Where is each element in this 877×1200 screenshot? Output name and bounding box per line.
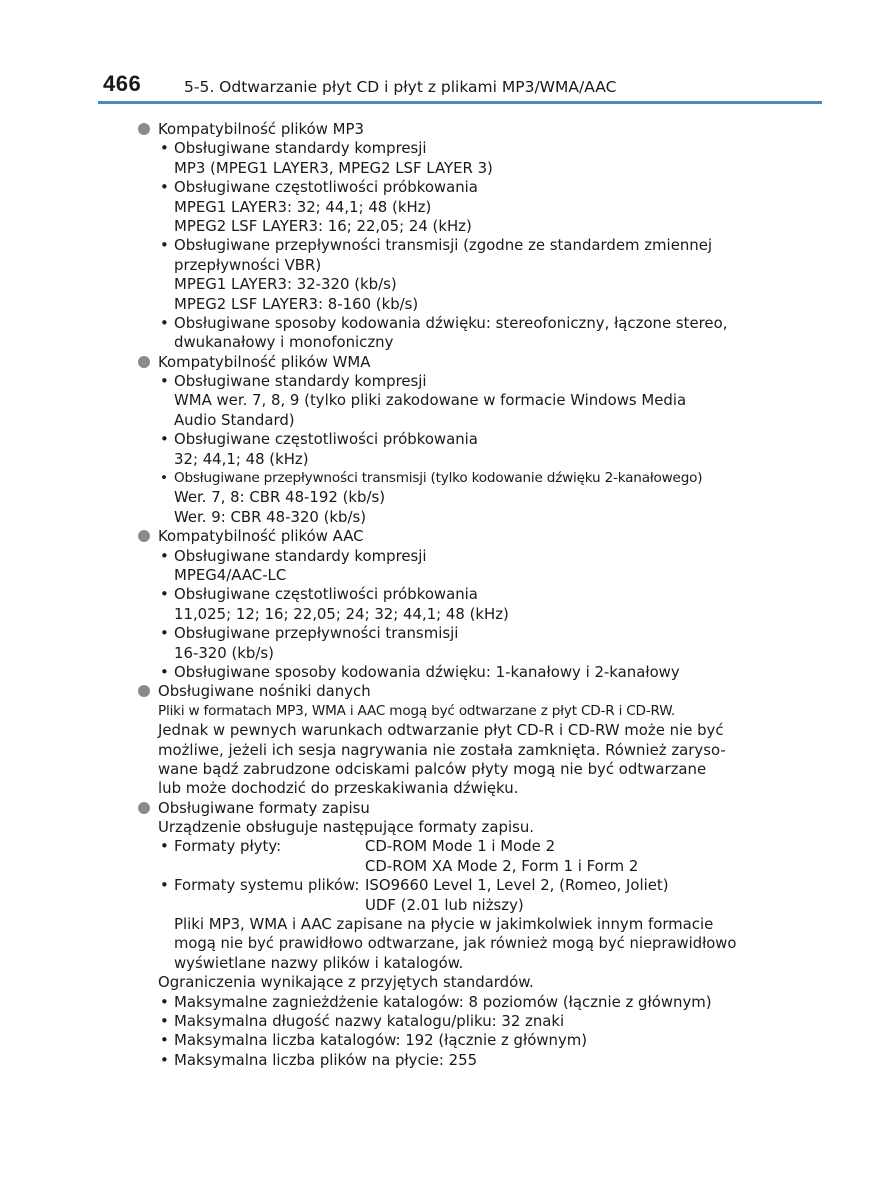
list-item — [136, 139, 736, 158]
section-bullet-icon — [138, 685, 150, 697]
list-item-continuation: WMA wer. 7, 8, 9 (tylko pliki zakodowane w formacie Windows Media — [174, 391, 687, 410]
bullet-icon: • — [160, 139, 169, 158]
list-item-continuation: MPEG2 LSF LAYER3: 16; 22,05; 24 (kHz) — [174, 216, 472, 235]
list-item — [136, 624, 736, 643]
list-item-text: Obsługiwane sposoby kodowania dźwięku: 1-kanałowy i 2-kanałowy — [174, 662, 680, 681]
bullet-icon: • — [160, 178, 169, 197]
list-item — [136, 993, 736, 1012]
list-item — [136, 876, 736, 895]
list-item — [136, 547, 736, 566]
list-item-continuation: Audio Standard) — [174, 410, 295, 429]
page-number: 466 — [103, 71, 142, 96]
bullet-icon: • — [160, 876, 169, 895]
bullet-icon: • — [160, 1050, 169, 1069]
list-item-text: Obsługiwane przepływności transmisji (tylko kodowanie dźwięku 2-kanałowego) — [174, 470, 703, 487]
paragraph-line: możliwe, jeżeli ich sesja nagrywania nie została zamknięta. Również zaryso- — [158, 740, 726, 759]
section-title: Kompatybilność plików WMA — [158, 352, 371, 371]
section-bullet-icon — [138, 530, 150, 542]
paragraph-line: Jednak w pewnych warunkach odtwarzanie płyt CD-R i CD-RW może nie być — [158, 721, 724, 740]
format-row — [174, 837, 736, 856]
bullet-icon: • — [160, 1011, 169, 1030]
section-title: Obsługiwane nośniki danych — [158, 682, 371, 701]
list-item — [136, 1051, 736, 1070]
list-item — [136, 663, 736, 682]
list-item-text: Maksymalna długość nazwy katalogu/pliku: 32 znaki — [174, 1011, 565, 1030]
section-title: Kompatybilność plików MP3 — [158, 120, 364, 138]
list-item-text: Obsługiwane standardy kompresji — [174, 546, 427, 565]
bullet-icon: • — [160, 837, 169, 856]
list-item-continuation: MPEG1 LAYER3: 32; 44,1; 48 (kHz) — [174, 197, 432, 216]
list-item-continuation: dwukanałowy i monofoniczny — [174, 333, 394, 352]
list-item — [136, 314, 736, 333]
paragraph-line: Ograniczenia wynikające z przyjętych standardów. — [158, 973, 534, 992]
section-bullet-icon — [138, 802, 150, 814]
section-media-heading — [136, 682, 736, 701]
section-title: Obsługiwane formaty zapisu — [158, 798, 370, 817]
format-value: UDF (2.01 lub niższy) — [365, 895, 524, 914]
list-item-text: Obsługiwane częstotliwości próbkowania — [174, 585, 478, 604]
list-item-continuation: 16-320 (kb/s) — [174, 643, 274, 662]
bullet-icon: • — [160, 624, 169, 643]
paragraph-line: mogą nie być prawidłowo odtwarzane, jak również mogą być nieprawidłowo — [174, 935, 737, 953]
running-head: 5-5. Odtwarzanie płyt CD i płyt z plikami MP3/WMA/AAC — [184, 78, 617, 96]
list-item-text: Maksymalna liczba plików na płycie: 255 — [174, 1050, 478, 1069]
bullet-icon: • — [160, 470, 168, 487]
format-value: ISO9660 Level 1, Level 2, (Romeo, Joliet) — [365, 876, 669, 895]
bullet-icon: • — [160, 992, 169, 1011]
format-label: Formaty systemu plików: — [174, 876, 360, 895]
bullet-icon: • — [160, 372, 169, 391]
format-label: Formaty płyty: — [174, 837, 282, 856]
paragraph-line: wane bądź zabrudzone odciskami palców płyty mogą nie być odtwarzane — [158, 759, 707, 778]
list-item — [136, 372, 736, 391]
list-item — [136, 837, 736, 856]
section-wma-heading — [136, 353, 736, 372]
list-item-continuation: MPEG2 LSF LAYER3: 8-160 (kb/s) — [174, 294, 419, 313]
section-bullet-icon — [138, 123, 150, 135]
list-item-continuation: 11,025; 12; 16; 22,05; 24; 32; 44,1; 48 (kHz) — [174, 604, 509, 623]
paragraph-line: Urządzenie obsługuje następujące formaty zapisu. — [158, 818, 535, 837]
list-item — [136, 1031, 736, 1050]
bullet-icon: • — [160, 585, 169, 604]
list-item-text: Obsługiwane przepływności transmisji — [174, 624, 459, 643]
bullet-icon: • — [160, 546, 169, 565]
list-item-continuation: MPEG1 LAYER3: 32-320 (kb/s) — [174, 275, 397, 294]
section-bullet-icon — [138, 356, 150, 368]
list-item-text: Obsługiwane standardy kompresji — [174, 139, 427, 158]
list-item — [136, 469, 736, 488]
bullet-icon: • — [160, 236, 169, 255]
list-item — [136, 236, 736, 255]
list-item-continuation: przepływności VBR) — [174, 255, 322, 274]
section-aac-heading — [136, 527, 736, 546]
format-value: CD-ROM Mode 1 i Mode 2 — [365, 837, 556, 856]
section-mp3-heading — [136, 120, 736, 139]
format-value: CD-ROM XA Mode 2, Form 1 i Form 2 — [365, 856, 639, 875]
list-item — [136, 585, 736, 604]
list-item-continuation: Wer. 9: CBR 48-320 (kb/s) — [174, 507, 367, 526]
page-content — [136, 120, 736, 1070]
format-row — [174, 876, 736, 895]
bullet-icon: • — [160, 1031, 169, 1050]
list-item — [136, 1012, 736, 1031]
list-item-continuation: MPEG4/AAC-LC — [174, 565, 287, 584]
bullet-icon: • — [160, 662, 169, 681]
paragraph-line: lub może dochodzić do przeskakiwania dźwięku. — [158, 779, 519, 798]
list-item-continuation: MP3 (MPEG1 LAYER3, MPEG2 LSF LAYER 3) — [174, 158, 493, 177]
section-title: Kompatybilność plików AAC — [158, 527, 364, 546]
bullet-icon: • — [160, 430, 169, 449]
list-item-text: Obsługiwane częstotliwości próbkowania — [174, 178, 478, 197]
bullet-icon: • — [160, 313, 169, 332]
paragraph-line: wyświetlane nazwy plików i katalogów. — [174, 953, 464, 972]
paragraph-line: Pliki MP3, WMA i AAC zapisane na płycie w jakimkolwiek innym formacie — [174, 915, 714, 934]
list-item-text: Obsługiwane przepływności transmisji (zgodne ze standardem zmiennej — [174, 236, 713, 255]
list-item — [136, 430, 736, 449]
list-item — [136, 178, 736, 197]
header-rule — [98, 101, 822, 104]
section-formats-heading — [136, 799, 736, 818]
list-item-text: Obsługiwane standardy kompresji — [174, 372, 427, 391]
list-item-text: Obsługiwane częstotliwości próbkowania — [174, 430, 478, 449]
list-item-text: Maksymalne zagnieżdżenie katalogów: 8 poziomów (łącznie z głównym) — [174, 992, 712, 1011]
list-item-text: Maksymalna liczba katalogów: 192 (łącznie z głównym) — [174, 1031, 588, 1050]
list-item-continuation: 32; 44,1; 48 (kHz) — [174, 449, 309, 468]
list-item-text: Obsługiwane sposoby kodowania dźwięku: stereofoniczny, łączone stereo, — [174, 313, 728, 332]
paragraph-line: Pliki w formatach MP3, WMA i AAC mogą być odtwarzane z płyt CD-R i CD-RW. — [158, 702, 676, 719]
list-item-continuation: Wer. 7, 8: CBR 48-192 (kb/s) — [174, 488, 386, 507]
